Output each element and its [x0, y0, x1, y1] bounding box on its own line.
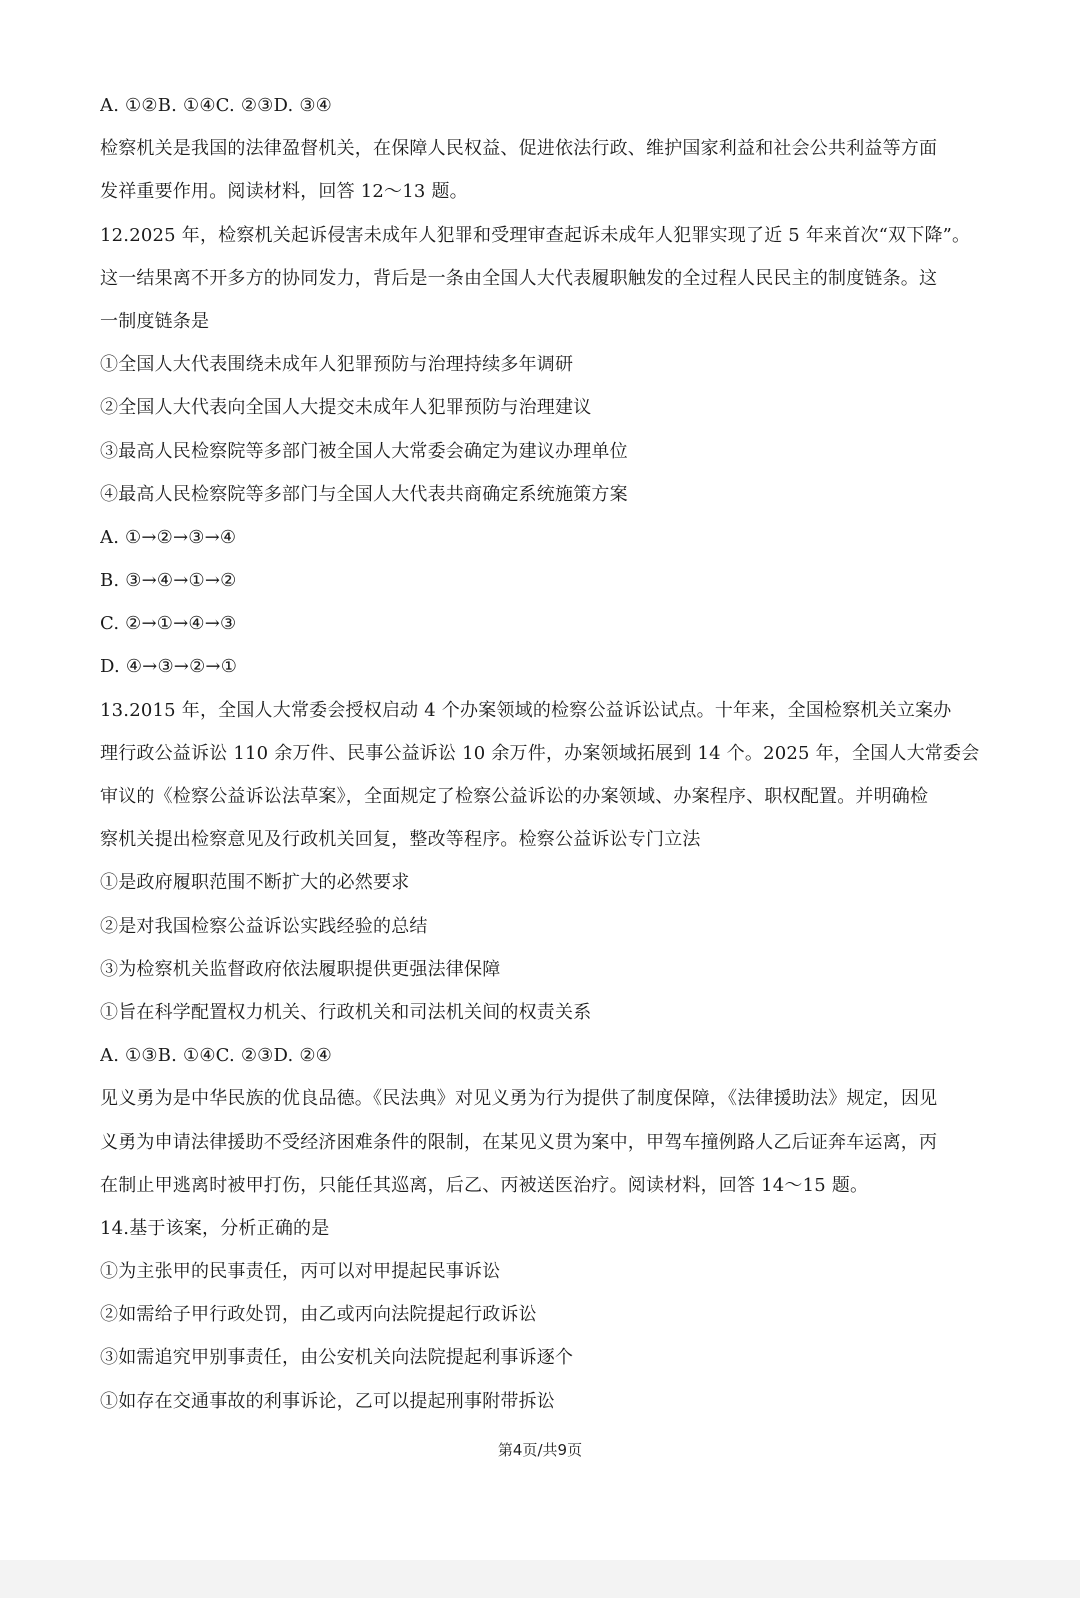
statement-item: ③最高人民检察院等多部门被全国人大常委会确定为建议办理单位 [100, 440, 628, 462]
page-number: 第4页/共9页 [497, 1441, 583, 1459]
passage-line: 见义勇为是中华民族的优良品德。《民法典》对见义勇为行为提供了制度保障，《法律援助法》规定，因见 [100, 1088, 938, 1110]
question-12-line: 这一结果离不开多方的协同发力，背后是一条由全国人大代表履职触发的全过程人民民主的制度链条。这 [100, 267, 938, 289]
statement-item: ①全国人大代表围绕未成年人犯罪预防与治理持续多年调研 [100, 354, 574, 376]
statement-item: ③为检察机关监督政府依法履职提供更强法律保障 [100, 958, 501, 980]
question-13-line: 13.2015 年，全国人大常委会授权启动 4 个办案领域的检察公益诉讼试点。十年来，全国检察机关立案办 [100, 699, 952, 721]
statement-item: ①如存在交通事故的利事诉论，乙可以提起刑事附带拆讼 [100, 1390, 555, 1412]
question-13-line: 理行政公益诉讼 110 余万件、民事公益诉讼 10 余万件，办案领域拓展到 14 个。2025 年，全国人大常委会 [100, 742, 980, 764]
answer-option: C. ②→①→④→③ [100, 613, 237, 635]
passage-line: 检察机关是我国的法律盈督机关，在保障人民权益、促进依法行政、维护国家利益和社会公共利益等方面 [100, 138, 938, 160]
document-body [100, 84, 1000, 1423]
question-12-line: 12.2025 年，检察机关起诉侵害未成年人犯罪和受理审查起诉未成年人犯罪实现了近 5 年来首次“双下降”。 [100, 224, 971, 246]
options-line-q13: A. ①③B. ①④C. ②③D. ②④ [100, 1045, 333, 1067]
answer-option: B. ③→④→①→② [100, 570, 237, 592]
options-line-q11: A. ①②B. ①④C. ②③D. ③④ [100, 95, 333, 116]
passage-line: 义勇为申请法律援助不受经济困难条件的限制，在某见义贯为案中，甲驾车撞例路人乙后证奔车运离，丙 [100, 1131, 938, 1153]
question-13-line: 察机关提出检察意见及行政机关回复，整改等程序。检察公益诉讼专门立法 [100, 829, 701, 851]
statement-item: ④最高人民检察院等多部门与全国人大代表共商确定系统施策方案 [100, 483, 628, 505]
statement-item: ②全国人大代表向全国人大提交未成年人犯罪预防与治理建议 [100, 397, 592, 419]
answer-option: A. ①→②→③→④ [100, 526, 237, 548]
passage-line: 发祥重要作用。阅读材料，回答 12～13 题。 [100, 181, 468, 203]
statement-item: ②是对我国检察公益诉讼实践经验的总结 [100, 915, 428, 937]
statement-item: ①旨在科学配置权力机关、行政机关和司法机关间的权责关系 [100, 1001, 592, 1023]
statement-item: ②如需给子甲行政处罚，由乙或丙向法院提起行政诉讼 [100, 1304, 537, 1326]
question-14-line: 14.基于该案，分析正确的是 [100, 1217, 330, 1239]
viewer-bottom-strip [0, 1560, 1080, 1598]
statement-item: ①是政府履职范围不断扩大的必然要求 [100, 872, 410, 894]
statement-item: ①为主张甲的民事责任，丙可以对甲提起民事诉讼 [100, 1261, 501, 1283]
statement-item: ③如需追究甲别事责任，由公安机关向法院提起利事诉逐个 [100, 1347, 574, 1369]
question-12-line: 一制度链条是 [100, 310, 210, 332]
question-13-line: 审议的《检察公益诉讼法草案》，全面规定了检察公益诉讼的办案领域、办案程序、职权配置。并明确检 [100, 786, 929, 807]
answer-option: D. ④→③→②→① [100, 656, 238, 678]
passage-line: 在制止甲逃离时被甲打伤，只能任其巡离，后乙、丙被送医治疗。阅读材料，回答 14～15 题。 [100, 1174, 869, 1196]
